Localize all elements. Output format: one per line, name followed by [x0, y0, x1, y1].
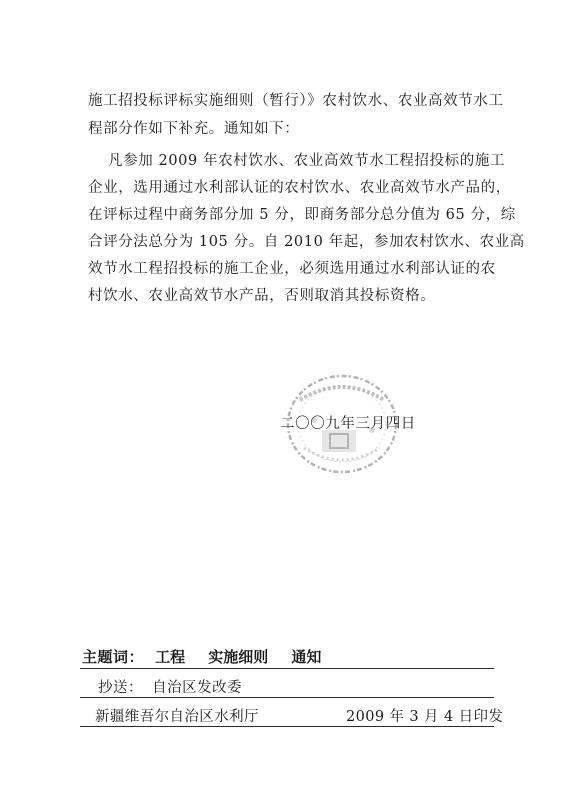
issue-date: 2009 年 3 月 4 日印发 — [346, 709, 504, 725]
divider — [80, 668, 494, 669]
divider — [80, 697, 494, 698]
cc-label: 抄送： — [98, 680, 143, 696]
keywords-label: 主题词： — [82, 648, 145, 666]
keyword: 通知 — [291, 648, 322, 666]
keyword: 工程 — [155, 648, 186, 666]
cc-row — [98, 676, 242, 697]
issue-date-row — [346, 705, 503, 726]
keywords-row — [82, 646, 321, 667]
paragraph-line: 企业，选用通过水利部认证的农村饮水、农业高效节水产品的， — [88, 180, 511, 196]
paragraph-line: 在评标过程中商务部分加 5 分，即商务部分总分值为 65 分，综 — [88, 207, 516, 223]
paragraph-line: 村饮水、农业高效节水产品，否则取消其投标资格。 — [88, 288, 436, 304]
paragraph-line: 合评分法总分为 105 分。自 2010 年起，参加农村饮水、农业高 — [88, 234, 525, 250]
keyword: 实施细则 — [208, 648, 269, 666]
divider — [80, 726, 494, 727]
issuer-row — [95, 705, 259, 726]
paragraph-line: 效节水工程招投标的施工企业，必须选用通过水利部认证的农 — [88, 261, 496, 277]
cc-recipient: 自治区发改委 — [152, 680, 243, 696]
issuing-agency: 新疆维吾尔自治区水利厅 — [95, 709, 259, 725]
paragraph-line: 凡参加 2009 年农村饮水、农业高效节水工程招投标的施工 — [108, 153, 506, 169]
signature-date: 二〇〇九年三月四日 — [280, 416, 416, 432]
paragraph-line: 程部分作如下补充。通知如下： — [88, 121, 300, 137]
paragraph-line: 施工招投标评标实施细则（暂行）》农村饮水、农业高效节水工 — [88, 93, 504, 109]
